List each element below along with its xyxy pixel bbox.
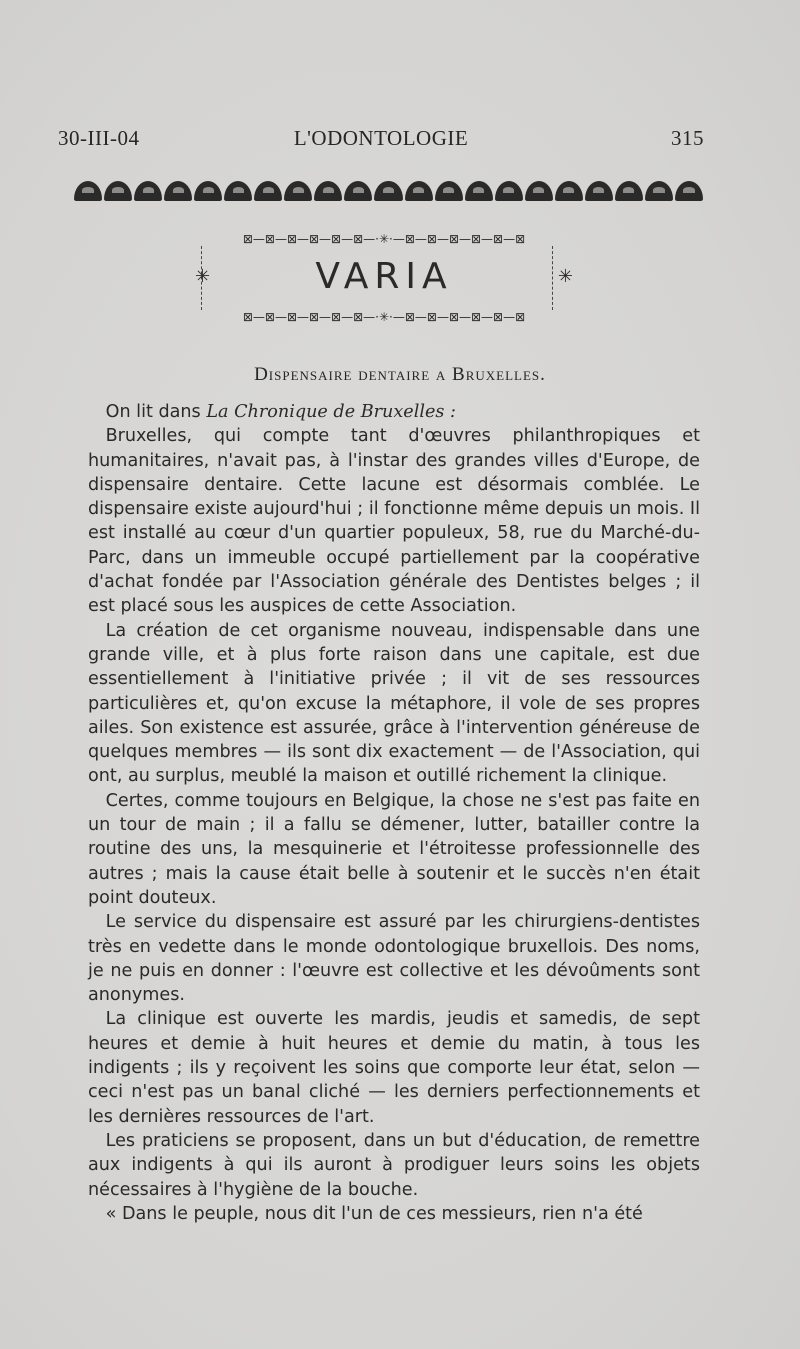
paragraph: Le service du dispensaire est assuré par les chirurgiens-dentistes très en vedette dans le monde odontologique bruxellois. Des noms, je ne puis en donner : l'œuvre est collective et les dévoûments sont anonymes. — [88, 912, 700, 1006]
paragraph: Certes, comme toujours en Belgique, la chose ne s'est pas faite en un tour de main ; il a fallu se démener, lutter, batailler contre la routine des uns, la mesquinerie et l'étroitesse professionnelle des autres ; mais la cause était belle à soutenir et le succès n'en était point douteux. — [88, 790, 700, 908]
article-title-text: Dispensaire dentaire a Bruxelles. — [254, 364, 546, 385]
star-ornament-icon: ✳ — [195, 266, 211, 287]
ornament-arch-icon — [104, 181, 132, 201]
paragraph: La clinique est ouverte les mardis, jeudis et samedis, de sept heures et demie à huit heures et demie du matin, à tous les indigents ; ils y reçoivent les soins que comporte leur état, selon — ceci n'est pas un banal cliché — les derniers perfectionnements et les dernières ressources de l'art. — [88, 1009, 700, 1127]
page-number: 315 — [671, 126, 704, 150]
ornament-arch-icon — [465, 181, 493, 201]
ornament-arch-icon — [344, 181, 372, 201]
ornament-arch-icon — [585, 181, 613, 201]
ornament-arch-icon — [555, 181, 583, 201]
ornament-arch-icon — [134, 181, 162, 201]
article-body — [88, 400, 700, 1226]
ornament-arch-icon — [675, 181, 703, 201]
ornament-arch-icon — [254, 181, 282, 201]
ornament-arch-icon — [314, 181, 342, 201]
ornament-arch-icon — [615, 181, 643, 201]
ornament-arch-icon — [224, 181, 252, 201]
varia-banner — [195, 232, 573, 324]
star-ornament-icon: ✳ — [557, 266, 573, 287]
intro-prefix: On lit dans — [105, 402, 207, 422]
ornament-arch-icon — [525, 181, 553, 201]
ornament-arch-icon — [284, 181, 312, 201]
ornament-arch-icon — [194, 181, 222, 201]
ornament-arch-icon — [645, 181, 673, 201]
paragraph: « Dans le peuple, nous dit l'un de ces messieurs, rien n'a été — [105, 1203, 643, 1224]
paragraph: Bruxelles, qui compte tant d'œuvres philanthropiques et humanitaires, n'avait pas, à l'instar des grandes villes d'Europe, de dispensaire dentaire. Cette lacune est désormais comblée. Le dispensaire existe aujourd'hui ; il fonctionne même depuis un mois. Il est installé au cœur d'un quartier populeux, 58, rue du Marché-du-Parc, dans un immeuble occupé partiellement par la coopérative d'achat fondée par l'Association générale des Dentistes belges ; il est placé sous les auspices de cette Association. — [88, 426, 700, 617]
banner-border-top: ⊠—⊠—⊠—⊠—⊠—⊠—·✳·—⊠—⊠—⊠—⊠—⊠—⊠ — [242, 232, 526, 246]
ornament-arch-icon — [435, 181, 463, 201]
ornament-arch-icon — [495, 181, 523, 201]
running-head — [58, 126, 704, 156]
paragraph: Les praticiens se proposent, dans un but d'éducation, de remettre aux indigents à qui ils auront à prodiguer leurs soins les objets nécessaires à l'hygiène de la bouche. — [88, 1130, 700, 1200]
article-title — [0, 364, 800, 386]
paragraph: La création de cet organisme nouveau, indispensable dans une grande ville, et à plus forte raison dans une capitale, est due essentiellement à l'initiative privée ; il vit de ses ressources particulières et, qu'on excuse la métaphore, il vole de ses propres ailes. Son existence est assurée, grâce à l'intervention généreuse de quelques membres — ils sont dix exactement — de l'Association, qui ont, au surplus, meublé la maison et outillé richement la clinique. — [88, 620, 700, 787]
ornament-arch-icon — [405, 181, 433, 201]
issue-date: 30-III-04 — [58, 126, 140, 150]
ornament-arch-icon — [164, 181, 192, 201]
section-banner-title: VARIA — [315, 256, 453, 297]
journal-title: L'ODONTOLOGIE — [293, 126, 469, 150]
ornament-arch-icon — [74, 181, 102, 201]
banner-border-bottom: ⊠—⊠—⊠—⊠—⊠—⊠—·✳·—⊠—⊠—⊠—⊠—⊠—⊠ — [242, 310, 526, 324]
ornament-arch-icon — [374, 181, 402, 201]
intro-line — [88, 400, 700, 424]
source-publication: La Chronique de Bruxelles : — [206, 402, 456, 422]
decorative-ornament-band — [74, 179, 703, 201]
